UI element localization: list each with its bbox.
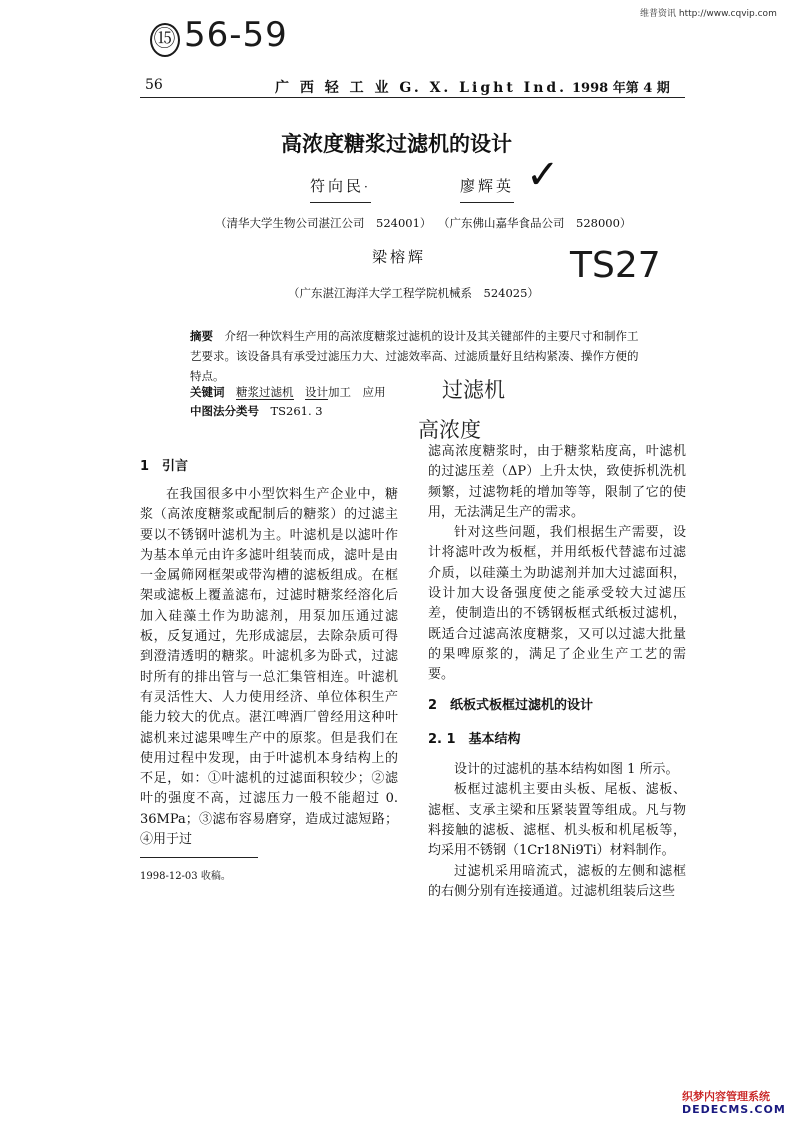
handwritten-code-text: 56-59 bbox=[184, 15, 288, 55]
check-mark-icon: ✓ bbox=[526, 152, 560, 198]
clc-value: TS261. 3 bbox=[270, 404, 323, 418]
abstract-label: 摘要 bbox=[190, 329, 213, 343]
author-2-name: 廖辉英 bbox=[460, 175, 514, 203]
author-dot: · bbox=[364, 180, 371, 194]
section-2-1-heading: 2. 1 基本结构 bbox=[428, 731, 521, 747]
author-1-name: 符向民 bbox=[310, 177, 365, 195]
section-1-heading: 1 引言 bbox=[140, 459, 189, 474]
page-number: 56 bbox=[145, 77, 163, 93]
keyword-1: 糖浆过滤机 bbox=[236, 385, 294, 399]
footnote: 1998-12-03 收稿。 bbox=[140, 871, 231, 882]
journal-name: 广 西 轻 工 业 G. X. Light Ind. bbox=[275, 80, 568, 96]
author-1 bbox=[310, 175, 371, 203]
right-paragraph-3: 设计的过滤机的基本结构如图 1 所示。 bbox=[454, 762, 679, 778]
intro-paragraph: 在我国很多中小型饮料生产企业中，糖浆（高浓度糖浆或配制后的糖浆）的过滤主要以不锈钢叶滤机为主。叶滤机是以滤叶作为基本单元由许多滤叶组装而成，滤叶是由一金属筛网框架或带沟槽的滤板组成。在框架或滤板上覆盖滤布，过滤时糖浆经溶化后加入硅藻土作为助滤剂，用泵加压通过滤板，反复通过，先形成滤层，去除杂质可得到澄清透明的糖浆。叶滤机多为卧式，过滤时所有的排出管与一总汇集管相连。叶滤机有灵活性大、人力使用经济、单位体积生产能力较大的优点。湛江啤酒厂曾经用这种叶滤机来过滤果啤生产中的原浆。但是我们在使用过程中发现，由于叶滤机本身结构上的不足，如：①叶滤机的过滤面积较少；②滤叶的强度不高，过滤压力一般不能超过 0. 36MPa；③滤布容易磨穿，造成过滤短路；④用于过 bbox=[140, 487, 398, 848]
handwritten-page-code bbox=[150, 15, 288, 57]
watermark-bottom-cn: 织梦内容管理系统 bbox=[682, 1090, 770, 1103]
keyword-2: 设计 bbox=[305, 385, 328, 399]
keywords bbox=[190, 384, 386, 400]
right-paragraph-5: 过滤机采用暗流式，滤板的左侧和滤框的右侧分别有连接通道。过滤机组装后这些 bbox=[428, 863, 686, 899]
keyword-4: 应用 bbox=[362, 385, 386, 399]
watermark-url: 维普资讯 http://www.cqvip.com bbox=[640, 9, 777, 19]
circled-number: ⑮ bbox=[150, 23, 180, 57]
header-rule bbox=[140, 97, 685, 98]
keyword-3: 加工 bbox=[328, 385, 351, 399]
clc-label: 中图法分类号 bbox=[190, 404, 259, 418]
author-3-name: 梁榕辉 bbox=[372, 248, 427, 266]
abstract-text: 介绍一种饮料生产用的高浓度糖浆过滤机的设计及其关键部件的主要尺寸和制作工艺要求。该设备具有承受过滤压力大、过滤效率高、过滤质量好且结构紧凑、操作方便的特点。 bbox=[190, 329, 639, 383]
affiliation-2: （广东佛山嘉华食品公司 528000） bbox=[438, 216, 632, 230]
abstract bbox=[190, 326, 642, 386]
affiliation-3: （广东湛江海洋大学工程学院机械系 524025） bbox=[288, 286, 539, 300]
right-paragraph-2: 针对这些问题，我们根据生产需要，设计将滤叶改为板框，并用纸板代替滤布过滤介质，以硅藻土为助滤剂并加大过滤面积，设计加大设备强度使之能承受较大过滤压差，使制造出的不锈钢板框式纸板过滤机，既适合过滤高浓度糖浆，又可以过滤大批量的果啤原浆的，满足了企业生产工艺的需要。 bbox=[428, 525, 686, 683]
right-paragraph-4: 板框过滤机主要由头板、尾板、滤板、滤框、支承主梁和压紧装置等组成。凡与物料接触的滤板、滤框、机头板和机尾板等，均采用不锈钢（1Cr18Ni9Ti）材料制作。 bbox=[428, 782, 686, 859]
section-2-heading: 2 纸板式板框过滤机的设计 bbox=[428, 697, 594, 713]
handwritten-keyword-1: 过滤机 bbox=[442, 378, 505, 402]
keywords-label: 关键词 bbox=[190, 385, 225, 399]
paper-title: 高浓度糖浆过滤机的设计 bbox=[281, 132, 512, 156]
affiliation-1: （清华大学生物公司湛江公司 524001） bbox=[215, 216, 432, 230]
left-column bbox=[140, 485, 398, 850]
right-paragraph-1: 滤高浓度糖浆时，由于糖浆粘度高，叶滤机的过滤压差（ΔP）上升太快，致使拆机洗机频繁，过滤物耗的增加等等，限制了它的使用，无法满足生产的需求。 bbox=[428, 444, 686, 520]
right-column bbox=[428, 442, 686, 902]
clc-number bbox=[190, 403, 323, 419]
issue-number: 1998 年第 4 期 bbox=[572, 81, 670, 96]
footnote-rule bbox=[140, 857, 258, 858]
handwritten-clc-code: TS27 bbox=[570, 245, 661, 286]
watermark-bottom-en: DEDECMS.COM bbox=[682, 1103, 786, 1116]
watermark-bottom bbox=[682, 1090, 786, 1116]
handwritten-keyword-2: 高浓度 bbox=[418, 418, 481, 442]
